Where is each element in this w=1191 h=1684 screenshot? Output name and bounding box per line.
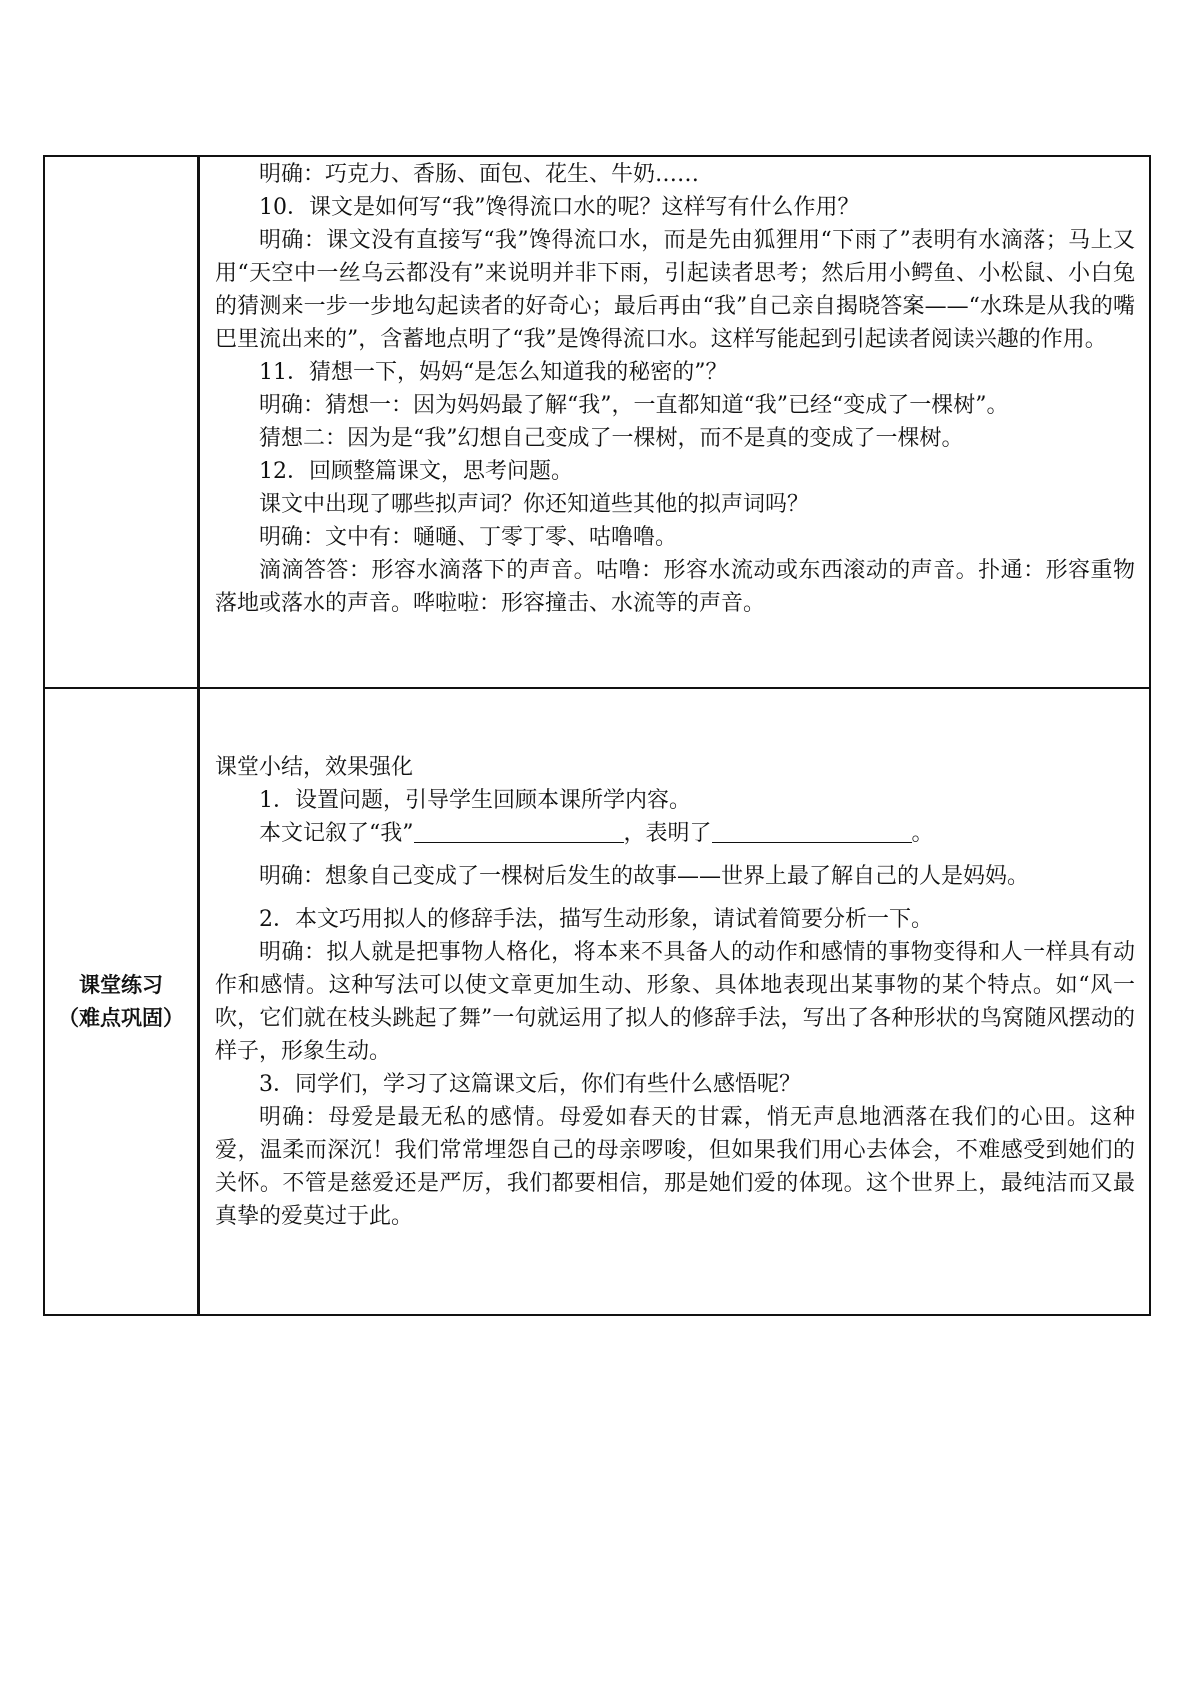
content-block [200,689,1149,1233]
fill-text: 。 [911,821,934,846]
content-cell [199,688,1151,1315]
answer-paragraph: 明确：文中有：嗵嗵、丁零丁零、咕噜噜。 [259,525,678,550]
answer-paragraph: 滴滴答答：形容水滴落下的声音。咕噜：形容水流动或东西滚动的声音。扑通：形容重物落地或落水的声音。哗啦啦：形容撞击、水流等的声音。 [215,558,1135,616]
section-label-cell [44,156,199,688]
answer-paragraph: 明确：想象自己变成了一棵树后发生的故事——世界上最了解自己的人是妈妈。 [259,864,1030,889]
section-label-line: （难点巩固） [58,1005,184,1030]
table-row [44,688,1150,1315]
question-paragraph: 3．同学们，学习了这篇课文后，你们有些什么感悟呢？ [259,1072,801,1097]
question-paragraph: 12．回顾整篇课文，思考问题。 [259,459,573,484]
question-paragraph: 课文中出现了哪些拟声词？你还知道些其他的拟声词吗？ [259,492,810,517]
content-cell [199,156,1151,688]
answer-paragraph: 明确：拟人就是把事物人格化，将本来不具备人的动作和感情的事物变得和人一样具有动作和感情。这种写法可以使文章更加生动、形象、具体地表现出某事物的某个特点。如“风一吹，它们就在枝头跳起了舞”一句就运用了拟人的修辞手法，写出了各种形状的鸟窝随风摆动的样子，形象生动。 [215,940,1135,1064]
answer-paragraph: 明确：母爱是最无私的感情。母爱如春天的甘霖，悄无声息地洒落在我们的心田。这种爱，温柔而深沉！我们常常埋怨自己的母亲啰唆，但如果我们用心去体会，不难感受到她们的关怀。不管是慈爱还是严厉，我们都要相信，那是她们爱的体现。这个世界上，最纯洁而又最真挚的爱莫过于此。 [215,1105,1135,1229]
answer-paragraph: 明确：猜想一：因为妈妈最了解“我”，一直都知道“我”已经“变成了一棵树”。 [259,393,1009,418]
content-block [200,157,1149,620]
answer-paragraph: 明确：巧克力、香肠、面包、花生、牛奶…… [259,162,700,187]
section-label-cell [44,688,199,1315]
fill-text: 本文记叙了“我” [259,821,414,846]
question-paragraph: 1．设置问题，引导学生回顾本课所学内容。 [259,788,691,813]
question-paragraph: 11．猜想一下，妈妈“是怎么知道我的秘密的”？ [259,360,728,385]
answer-paragraph: 明确：课文没有直接写“我”馋得流口水，而是先由狐狸用“下雨了”表明有水滴落；马上又用“天空中一丝乌云都没有”来说明并非下雨，引起读者思考；然后用小鳄鱼、小松鼠、小白兔的猜测来一步一步地勾起读者的好奇心；最后再由“我”自己亲自揭晓答案——“水珠是从我的嘴巴里流出来的”，含蓄地点明了“我”是馋得流口水。这样写能起到引起读者阅读兴趣的作用。 [215,228,1135,352]
answer-blank [414,820,624,843]
section-label [45,969,197,1035]
answer-blank [712,820,912,843]
fill-in-blank-line [215,817,1135,850]
question-paragraph: 10．课文是如何写“我”馋得流口水的呢？这样写有什么作用？ [259,195,860,220]
question-paragraph: 2．本文巧用拟人的修辞手法，描写生动形象，请试着简要分析一下。 [259,907,933,932]
lesson-plan-table [43,155,1151,1316]
answer-paragraph: 猜想二：因为是“我”幻想自己变成了一棵树，而不是真的变成了一棵树。 [259,426,964,451]
section-label-line: 课堂练习 [79,972,163,997]
summary-heading: 课堂小结，效果强化 [215,755,414,780]
table-row [44,156,1150,688]
fill-text: ，表明了 [623,821,712,846]
